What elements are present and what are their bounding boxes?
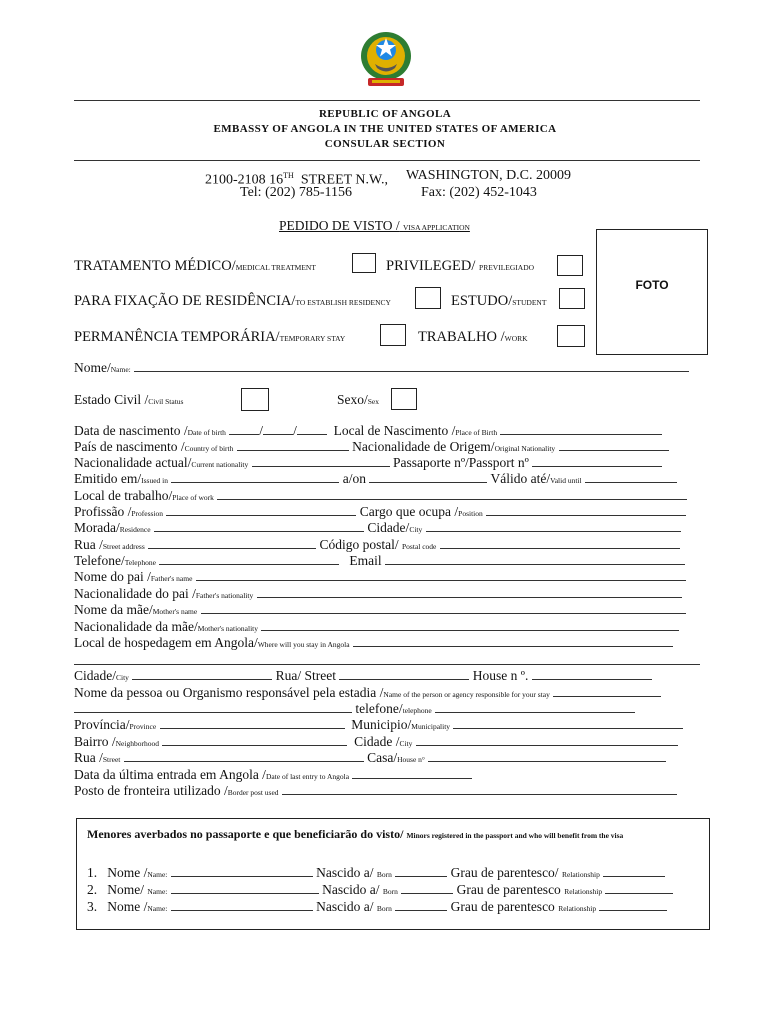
angola-emblem-icon: [358, 28, 414, 90]
city-address: WASHINGTON, D.C. 20009: [406, 168, 572, 183]
house3-field[interactable]: [428, 750, 666, 762]
minor-row-2: 2. Nome/ Name: Nascido a/ Born Grau de parentesco Relationship: [87, 882, 673, 898]
photo-box[interactable]: FOTO: [596, 229, 708, 355]
province-row: Província/Province Municipio/Municipality: [74, 717, 700, 735]
province-field[interactable]: [160, 717, 345, 729]
minor-3-name-field[interactable]: [171, 899, 313, 911]
name-row: Nome/Name:: [74, 360, 700, 378]
medical-treatment-label: TRATAMENTO MÉDICO/MEDICAL TREATMENT: [74, 258, 316, 274]
postal-code-field[interactable]: [440, 537, 680, 549]
workplace-row: Local de trabalho/Place of work: [74, 488, 700, 506]
minor-2-born-field[interactable]: [401, 882, 453, 894]
current-nationality-field[interactable]: [252, 455, 390, 467]
father-name-row: Nome do pai /Father's name: [74, 569, 700, 587]
residence-row: Morada/Residence Cidade/City: [74, 520, 700, 538]
street3-row: Rua /Street Casa/House n°: [74, 750, 700, 768]
city-field[interactable]: [426, 520, 681, 532]
father-nationality-field[interactable]: [257, 586, 682, 598]
dob-day-field[interactable]: [229, 423, 259, 435]
mother-nationality-field[interactable]: [261, 619, 679, 631]
pob-field[interactable]: [500, 423, 662, 435]
neighborhood-row: Bairro /Neighborhood Cidade /City: [74, 734, 700, 752]
mother-name-row: Nome da mãe/Mother's name: [74, 602, 700, 620]
middle-divider: [74, 160, 700, 161]
embassy-heading: EMBASSY OF ANGOLA IN THE UNITED STATES OF AMERICA: [213, 123, 557, 135]
lodging-street-field[interactable]: [339, 668, 469, 680]
minor-3-relationship-field[interactable]: [599, 899, 667, 911]
mother-nationality-row: Nacionalidade da mãe/Mother's nationality: [74, 619, 700, 637]
issued-on-field[interactable]: [369, 471, 487, 483]
minor-2-relationship-field[interactable]: [605, 882, 673, 894]
mother-name-field[interactable]: [201, 602, 686, 614]
minor-1-born-field[interactable]: [395, 865, 447, 877]
dob-row: Data de nascimento /Date of birth / / Local de Nascimento /Place of Birth: [74, 423, 700, 441]
sponsor-row: Nome da pessoa ou Organismo responsável pela estadia /Name of the person or agency responsible for your stay: [74, 685, 700, 703]
country-of-birth-row: País de nascimento /Country of birth Nacionalidade de Origem/Original Nationality: [74, 439, 700, 457]
neighborhood-field[interactable]: [162, 734, 347, 746]
form-title: PEDIDO DE VISTO / VISA APPLICATION: [279, 218, 470, 233]
profession-row: Profissão /Profession Cargo que ocupa /Position: [74, 504, 700, 522]
lodging-city-field[interactable]: [132, 668, 272, 680]
temporary-stay-checkbox[interactable]: [380, 324, 406, 346]
original-nationality-field[interactable]: [559, 439, 669, 451]
street-address: 2100-2108 16TH STREET N.W.,: [205, 171, 388, 188]
border-post-row: Posto de fronteira utilizado /Border post used: [74, 783, 700, 801]
sex-box[interactable]: [391, 388, 417, 410]
passport-number-field[interactable]: [532, 455, 662, 467]
minor-1-name-field[interactable]: [171, 865, 313, 877]
privileged-checkbox[interactable]: [557, 255, 583, 276]
minor-3-born-field[interactable]: [395, 899, 447, 911]
phone-row: Telefone/Telephone Email: [74, 553, 700, 571]
telephone: Tel: (202) 785-1156: [240, 185, 353, 200]
lodging-continuation-line[interactable]: [74, 664, 700, 665]
section-heading: CONSULAR SECTION: [324, 138, 446, 150]
civil-status-row: Estado Civil /Civil Status: [74, 392, 184, 407]
privileged-label: PRIVILEGED/ PREVILEGIADO: [386, 258, 535, 274]
lodging-row: Local de hospedagem em Angola/Where will you stay in Angola: [74, 635, 700, 653]
country-heading: REPUBLIC OF ANGOLA: [318, 108, 452, 120]
dob-month-field[interactable]: [263, 423, 293, 435]
phone-field[interactable]: [159, 553, 339, 565]
sponsor-continuation-field[interactable]: [74, 701, 352, 713]
sex-label: Sexo/Sex: [337, 392, 380, 407]
student-label: ESTUDO/STUDENT: [451, 293, 547, 309]
neighborhood-city-field[interactable]: [416, 734, 678, 746]
minor-2-name-field[interactable]: [171, 882, 319, 894]
workplace-field[interactable]: [217, 488, 687, 500]
name-field[interactable]: [134, 360, 689, 372]
minors-section: [76, 818, 710, 930]
minor-row-1: 1. Nome /Name: Nascido a/ Born Grau de parentesco/ Relationship: [87, 865, 665, 881]
email-field[interactable]: [385, 553, 685, 565]
position-field[interactable]: [486, 504, 686, 516]
profession-field[interactable]: [166, 504, 356, 516]
civil-status-box[interactable]: [241, 388, 269, 411]
current-nationality-row: Nacionalidade actual/Current nationality Passaporte nº/Passport nº: [74, 455, 700, 473]
residence-checkbox[interactable]: [415, 287, 441, 309]
lodging-address-row: Cidade/City Rua/ Street House n º.: [74, 668, 700, 686]
last-entry-field[interactable]: [352, 767, 472, 779]
dob-year-field[interactable]: [297, 423, 327, 435]
father-nationality-row: Nacionalidade do pai /Father's nationality: [74, 586, 700, 604]
street-field[interactable]: [148, 537, 316, 549]
sponsor-phone-row: telefone/telephone: [74, 701, 700, 719]
street3-field[interactable]: [124, 750, 364, 762]
lodging-house-field[interactable]: [532, 668, 652, 680]
minor-row-3: 3. Nome /Name: Nascido a/ Born Grau de parentesco Relationship: [87, 899, 667, 915]
issued-in-field[interactable]: [171, 471, 339, 483]
border-post-field[interactable]: [282, 783, 677, 795]
sponsor-phone-field[interactable]: [435, 701, 635, 713]
residence-label: PARA FIXAÇÃO DE RESIDÊNCIA/TO ESTABLISH RESIDENCY: [74, 293, 391, 309]
minor-1-relationship-field[interactable]: [603, 865, 665, 877]
issued-row: Emitido em/Issued in a/on Válido até/Valid until: [74, 471, 700, 489]
country-of-birth-field[interactable]: [237, 439, 349, 451]
last-entry-row: Data da última entrada em Angola /Date of last entry to Angola: [74, 767, 700, 785]
student-checkbox[interactable]: [559, 288, 585, 309]
sponsor-field[interactable]: [553, 685, 661, 697]
top-divider: [74, 100, 700, 101]
street-row: Rua /Street address Código postal/ Postal code: [74, 537, 700, 555]
work-label: TRABALHO /WORK: [418, 329, 528, 345]
work-checkbox[interactable]: [557, 325, 585, 347]
father-name-field[interactable]: [196, 569, 686, 581]
fax: Fax: (202) 452-1043: [421, 185, 537, 200]
medical-treatment-checkbox[interactable]: [352, 253, 376, 273]
temporary-stay-label: PERMANÊNCIA TEMPORÁRIA/TEMPORARY STAY: [74, 329, 346, 345]
minors-title: Menores averbados no passaporte e que beneficiarão do visto/ Minors registered in the passport and who will benefit from the visa: [87, 827, 624, 841]
valid-until-field[interactable]: [585, 471, 677, 483]
municipality-field[interactable]: [453, 717, 683, 729]
lodging-field[interactable]: [353, 635, 673, 647]
residence-field[interactable]: [154, 520, 364, 532]
